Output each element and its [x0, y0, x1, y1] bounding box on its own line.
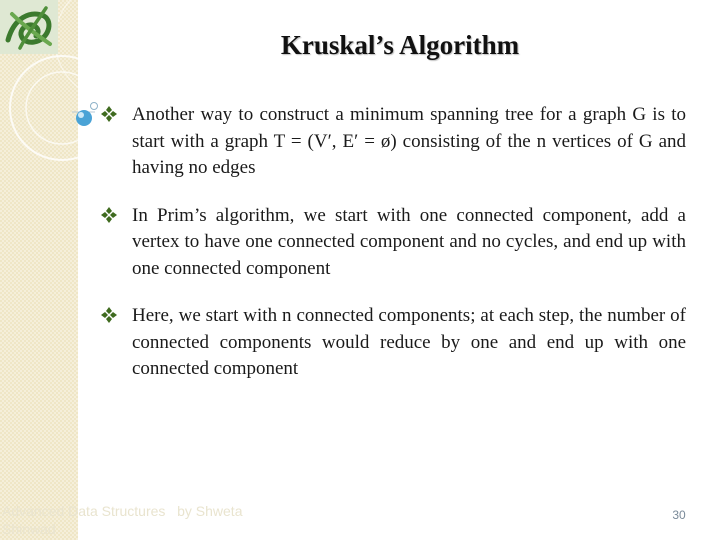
bullet-text: Here, we start with n connected components; at each step, the number of connected components would reduce by one and end up with one connected component	[132, 305, 686, 379]
bullet-text: Another way to construct a minimum spanning tree for a graph G is to start with a graph T = (V′, E′ = ø) consisting of the n vertices of G and having no edges	[132, 104, 686, 178]
bullet-text: In Prim’s algorithm, we start with one connected component, add a vertex to have one connected component and no cycles, and end up with one connected component	[132, 204, 686, 279]
footer-author-first: Shweta	[195, 503, 243, 519]
bullet-item	[100, 203, 686, 283]
diamond-bullet-icon	[100, 206, 118, 224]
blue-orb-icon	[76, 110, 92, 126]
footer-credit	[2, 502, 302, 538]
bullet-item	[100, 102, 686, 182]
footer-by: by	[177, 503, 192, 519]
green-knot-logo-icon	[0, 0, 58, 54]
bullet-item	[100, 303, 686, 383]
footer-course: Advanced Data Structures	[2, 503, 166, 519]
diamond-bullet-icon	[100, 306, 118, 324]
page-number: 30	[672, 508, 686, 522]
footer-author-last: Shinwad	[2, 521, 56, 537]
slide-title: Kruskal’s Algorithm	[280, 30, 520, 60]
bullet-list	[100, 102, 686, 404]
diamond-bullet-icon	[100, 105, 118, 123]
